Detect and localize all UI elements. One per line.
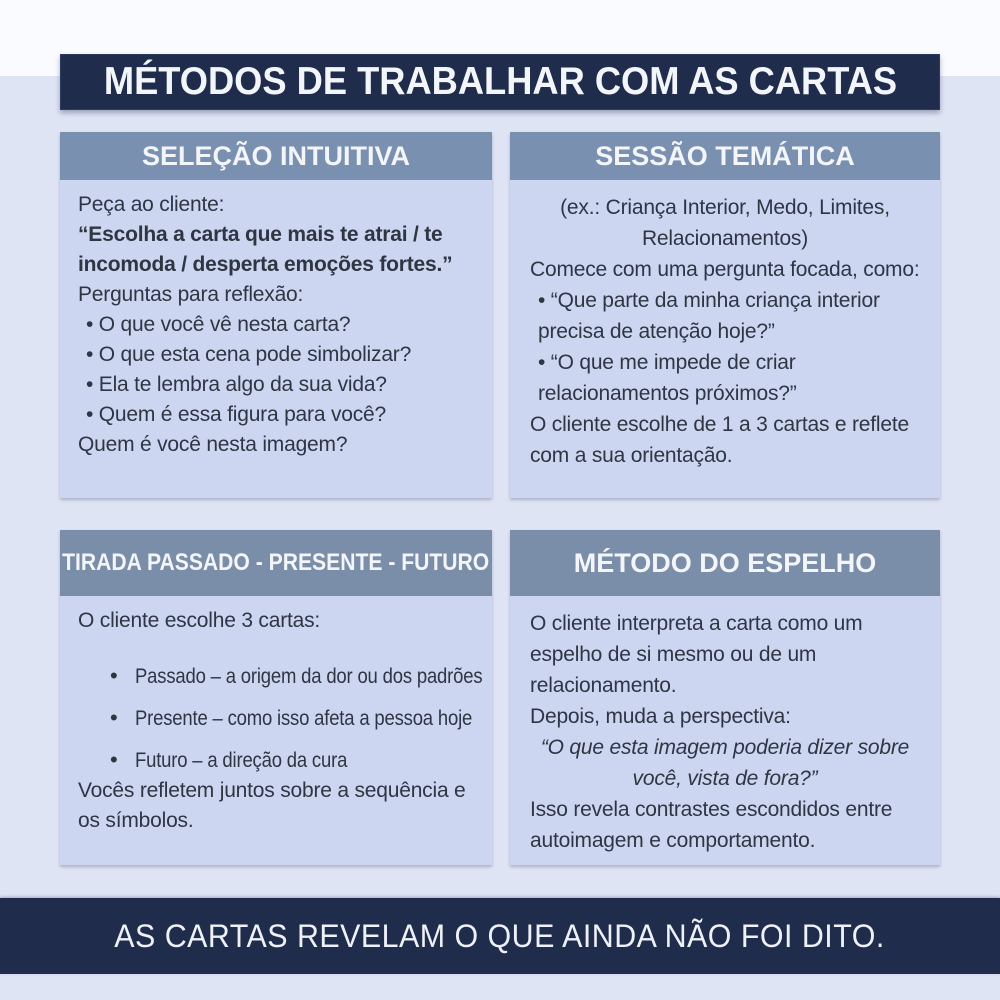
- list-item-passado: [110, 662, 482, 692]
- intro-line: O cliente escolhe 3 cartas:: [78, 609, 321, 632]
- list-item-text: Passado – a origem da dor ou dos padrões: [134, 665, 482, 688]
- card-espelho-title: MÉTODO DO ESPELHO: [573, 547, 877, 578]
- focused-question: • “Que parte da minha criança interior precisa de atenção hoje?”: [538, 289, 880, 343]
- card-sessao-tematica-body: [510, 180, 940, 498]
- closing-note: Vocês refletem juntos sobre a sequência e os símbolos.: [78, 779, 466, 832]
- closing-note: Isso revela contrastes escondidos entre autoimagem e comportamento.: [530, 798, 893, 852]
- intro-line: O cliente interpreta a carta como um espelho de si mesmo ou de um relacionamento.: [530, 612, 863, 697]
- card-metodo-do-espelho: [510, 530, 940, 865]
- footer-text: AS CARTAS REVELAM O QUE AINDA NÃO FOI DITO.: [114, 917, 886, 954]
- title-banner: [60, 54, 940, 110]
- client-instruction-quote: “Escolha a carta que mais te atrai / te incomoda / desperta emoções fortes.”: [78, 223, 453, 276]
- bullet-icon: •: [110, 747, 118, 772]
- card-tirada-title: TIRADA PASSADO - PRESENTE - FUTURO: [62, 549, 490, 576]
- list-item-futuro: [110, 746, 474, 776]
- reflection-question: • O que você vê nesta carta?: [86, 313, 351, 336]
- reflection-question: • O que esta cena pode simbolizar?: [86, 343, 412, 366]
- list-item-text: Presente – como isso afeta a pessoa hoje: [134, 707, 472, 730]
- reflection-heading: Perguntas para reflexão:: [78, 283, 304, 306]
- three-cards-list: [78, 662, 482, 776]
- list-item-text: Futuro – a direção da cura: [134, 749, 347, 772]
- card-tirada-body: [60, 596, 492, 865]
- card-tirada-header: [60, 530, 492, 596]
- card-selecao-intuitiva-body: [60, 180, 492, 498]
- perspective-quote: “O que esta imagem poderia dizer sobre você, vista de fora?”: [540, 736, 910, 790]
- card-espelho-header: [510, 530, 940, 596]
- page-title: MÉTODOS DE TRABALHAR COM AS CARTAS: [103, 60, 897, 103]
- intro-line: Comece com uma pergunta focada, como:: [530, 258, 920, 281]
- reflection-question: • Ela te lembra algo da sua vida?: [86, 373, 387, 396]
- footer-banner: [0, 898, 1000, 974]
- focused-question: • “O que me impede de criar relacionamentos próximos?”: [538, 351, 797, 405]
- bullet-icon: •: [110, 705, 118, 730]
- card-selecao-intuitiva-header: [60, 132, 492, 180]
- bullet-icon: •: [110, 663, 118, 688]
- intro-line: Peça ao cliente:: [78, 193, 225, 216]
- closing-note: O cliente escolhe de 1 a 3 cartas e reflete com a sua orientação.: [530, 413, 909, 467]
- perspective-line: Depois, muda a perspectiva:: [530, 705, 791, 728]
- card-selecao-intuitiva: [60, 132, 492, 498]
- closing-question: Quem é você nesta imagem?: [78, 433, 348, 456]
- list-item-presente: [110, 704, 474, 734]
- card-espelho-body: [510, 596, 940, 865]
- card-selecao-intuitiva-title: SELEÇÃO INTUITIVA: [141, 140, 410, 171]
- card-sessao-tematica: [510, 132, 940, 498]
- theme-examples: (ex.: Criança Interior, Medo, Limites, Relacionamentos): [560, 196, 890, 250]
- card-tirada-passado-presente-futuro: [60, 530, 492, 865]
- card-sessao-tematica-title: SESSÃO TEMÁTICA: [595, 140, 855, 171]
- card-sessao-tematica-header: [510, 132, 940, 180]
- reflection-question: • Quem é essa figura para você?: [86, 403, 386, 426]
